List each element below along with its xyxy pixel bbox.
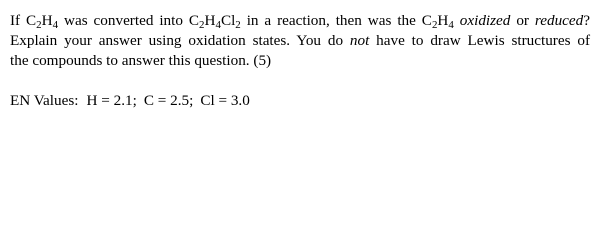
text-run: Explain your answer using oxidation states. You do	[10, 32, 350, 49]
question-line-1	[10, 11, 590, 31]
en-values	[10, 91, 250, 111]
text-run: ?	[583, 12, 590, 29]
text-run: or	[510, 12, 535, 29]
text-run: If C	[10, 12, 37, 29]
text-run: H	[437, 12, 449, 29]
en-value-h: H = 2.1;	[86, 92, 137, 109]
emphasis-reduced: reduced	[534, 12, 584, 29]
emphasis-oxidized: oxidized	[459, 12, 511, 29]
subscript: 2	[235, 19, 241, 32]
emphasis-not: not	[349, 32, 370, 49]
subscript: 4	[215, 19, 221, 32]
en-value-c: C = 2.5;	[143, 92, 194, 109]
question-line-3: the compounds to answer this question. (5)	[10, 52, 272, 69]
text-run: was converted into C	[58, 12, 200, 29]
text-run: in a reaction, then was the C	[240, 12, 432, 29]
subscript: 2	[36, 19, 42, 32]
text-run: have to draw Lewis structures of	[369, 32, 591, 49]
subscript: 2	[199, 19, 205, 32]
text-run: Cl	[220, 12, 236, 29]
question-text	[10, 11, 590, 71]
text-run: H	[41, 12, 53, 29]
question-line-2	[10, 31, 590, 51]
text-run: H	[204, 12, 216, 29]
subscript: 2	[431, 19, 438, 32]
en-value-cl: Cl = 3.0	[200, 92, 250, 109]
subscript: 4	[52, 19, 59, 32]
subscript: 4	[448, 19, 454, 32]
en-values-label: EN Values:	[10, 92, 79, 109]
